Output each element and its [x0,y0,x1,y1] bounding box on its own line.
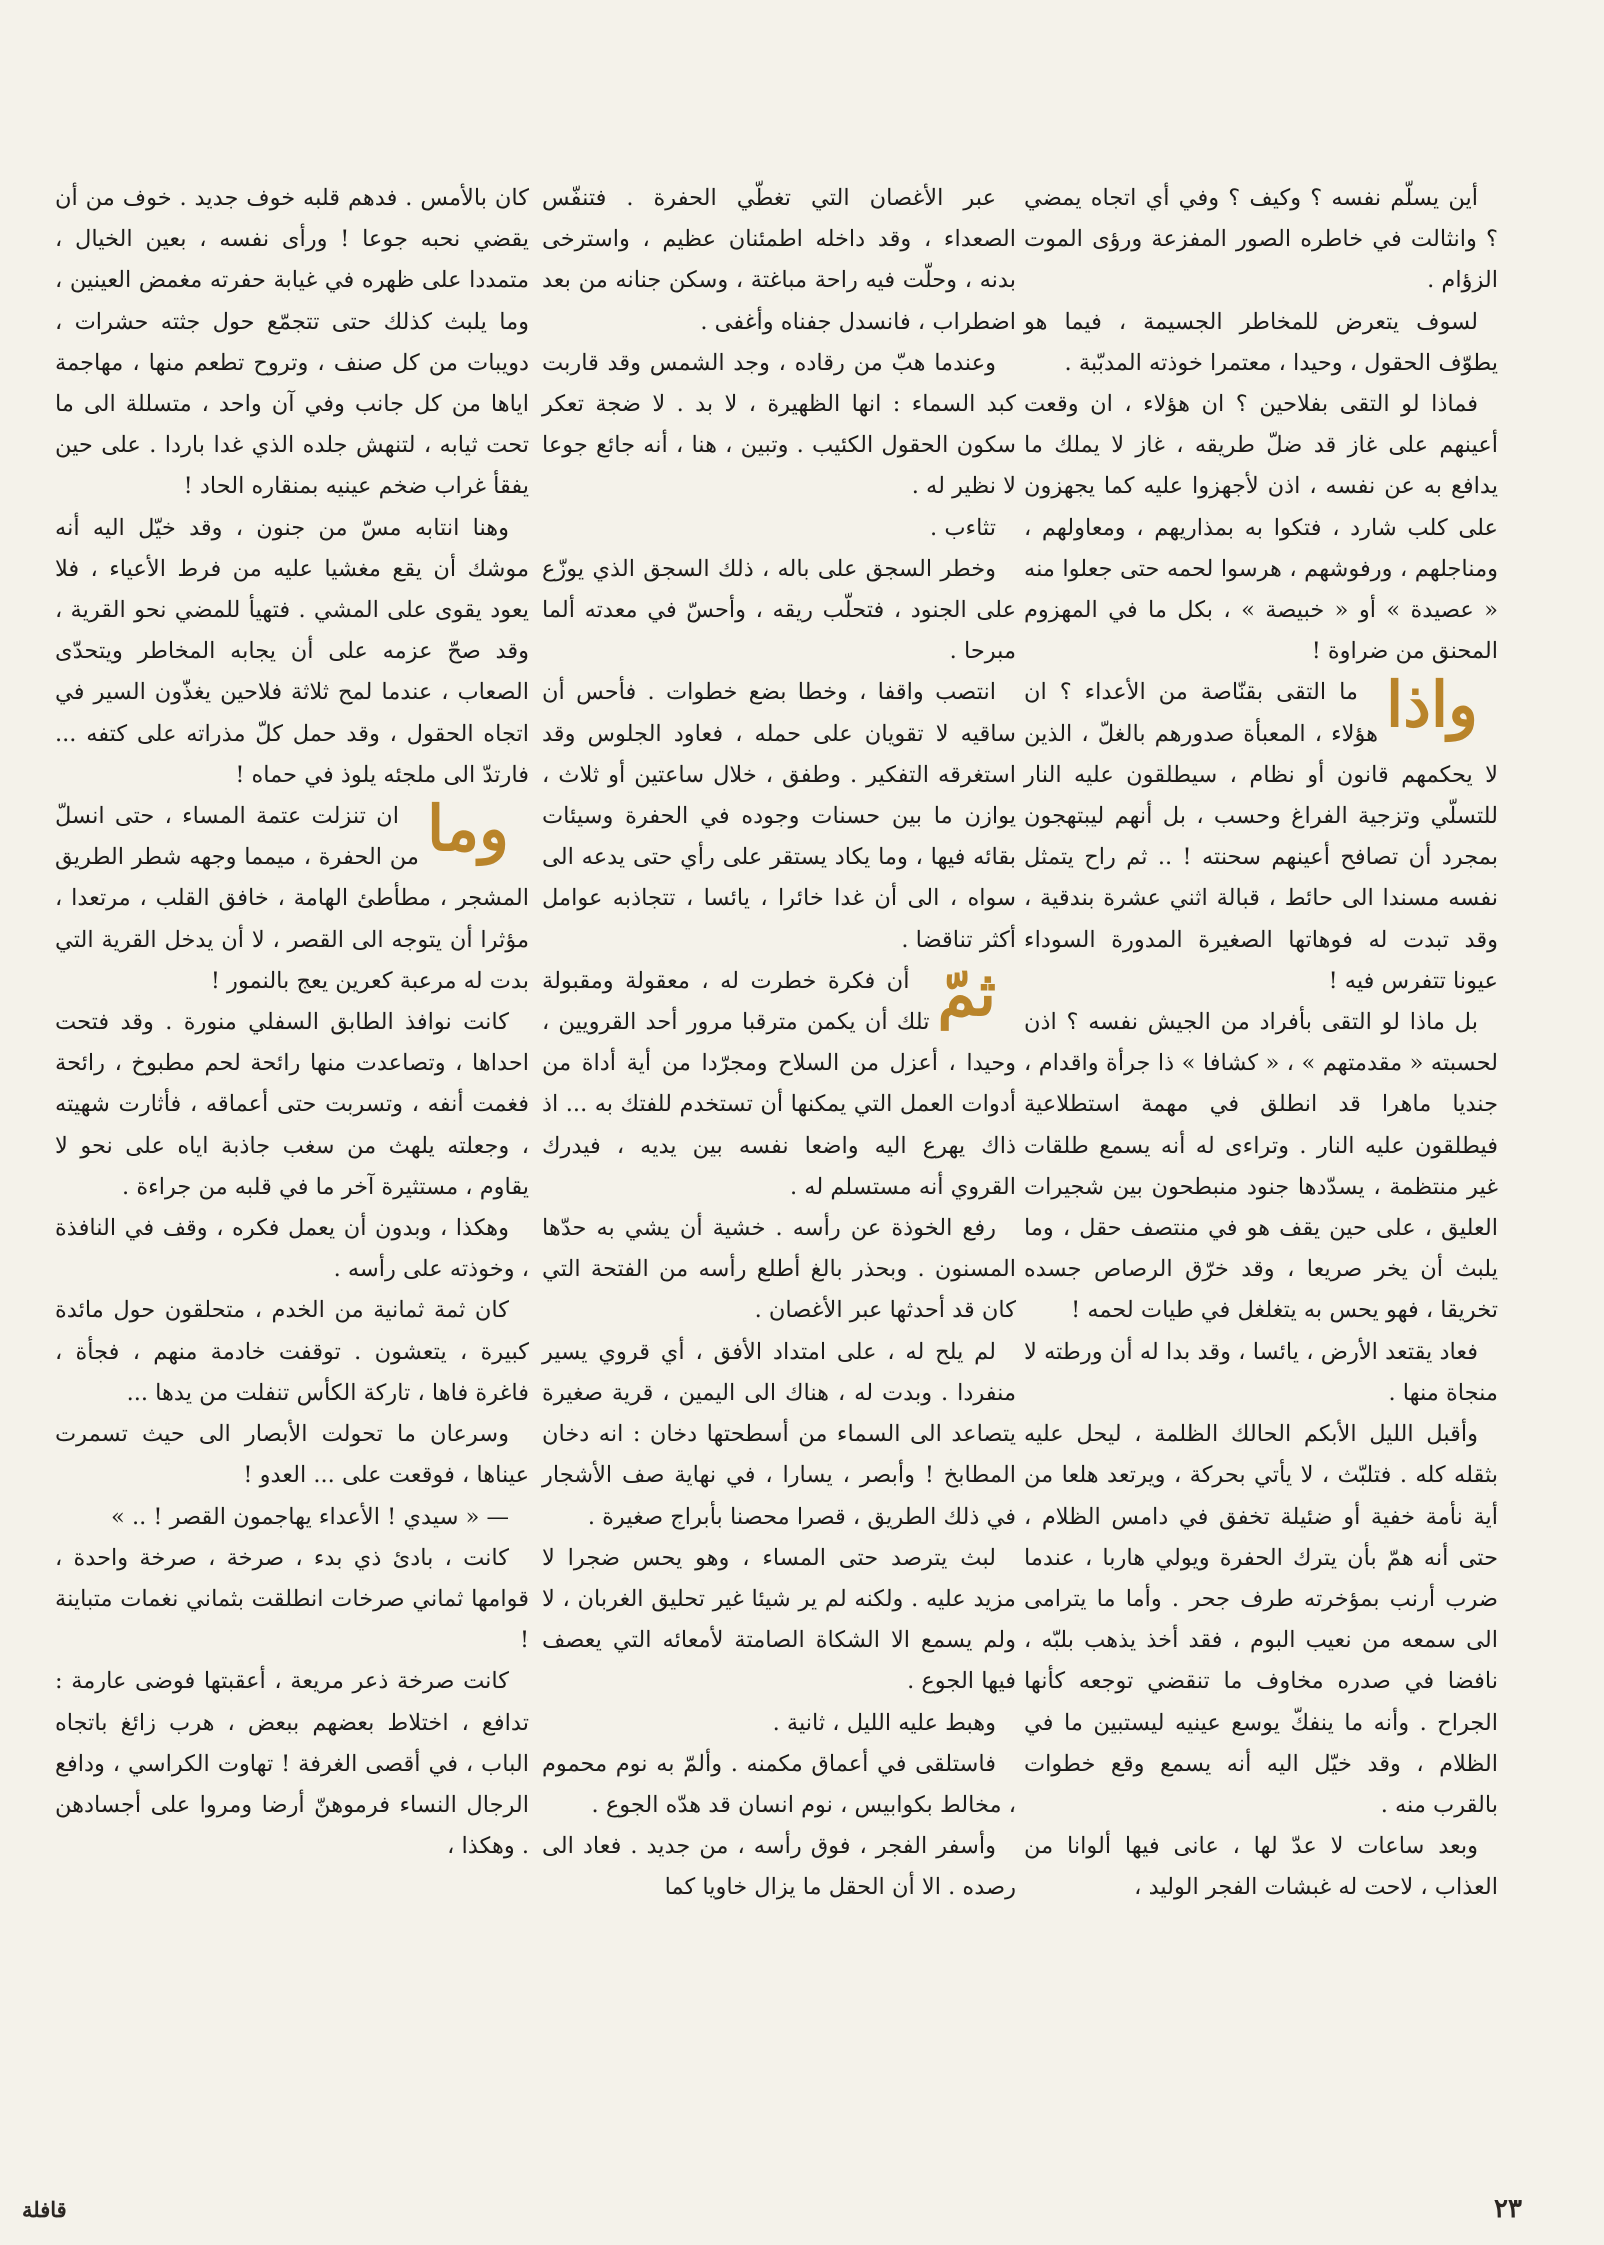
paragraph-text: فعاد يقتعد الأرض ، يائسا ، وقد بدا له أن ورطته لا منجاة منها . [1024,1338,1498,1406]
paragraph [55,508,529,796]
paragraph-text: ان تنزلت عتمة المساء ، حتى انسلّ من الحفرة ، ميمما وجهه شطر الطريق المشجر ، مطأطئ الهامة ، خافق القلب ، مرتعدا ، مؤثرا أن يتوجه الى القصر ، لا أن يدخل القرية التي بدت له مرعبة كعرين يعج بالنمور ! [55,803,529,994]
paragraph [55,1414,529,1496]
paragraph-text: أن فكرة خطرت له ، معقولة ومقبولة تلك أن يكمن مترقبا مرور أحد القرويين ، وحيدا ، أعزل من السلاح ومجرّدا من أية أداة من أدوات العمل التي يمكنها أن تستخدم للفتك به ... اذ ذاك يهرع اليه واضعا نفسه بين يديه ، فيدرك القروي أنه مستسلم له . [542,967,1016,1200]
paragraph [542,1703,1016,1744]
paragraph [542,1826,1016,1908]
paragraph [542,1332,1016,1538]
paragraph-text: كان بالأمس . فدهم قلبه خوف جديد . خوف من أن يقضي نحبه جوعا ! ورأى نفسه ، بعين الخيال ، متمددا على ظهره في غيابة حفرته مغمض العينين ، وما يلبث كذلك حتى تتجمّع حول جثته حشرات ، دويبات من كل صنف ، وتروح تطعم منها ، مهاجمة اياها من كل جانب وفي آن واحد ، متسللة الى ما تحت ثيابه ، لتنهش جلده الذي غدا باردا . على حين يفقأ غراب ضخم عينيه بمنقاره الحاد ! [55,185,529,500]
paragraph-text: — « سيدي ! الأعداء يهاجمون القصر ! .. » [111,1503,509,1530]
paragraph-text: كانت ، بادئ ذي بدء ، صرخة ، صرخة واحدة ، قوامها ثماني صرخات انطلقت بثماني نغمات متباينة ! [55,1544,529,1654]
paragraph-text: فماذا لو التقى بفلاحين ؟ ان هؤلاء ، ان وقعت أعينهم على غاز قد ضلّ طريقه ، غاز لا يملك ما يدافع به عن نفسه ، اذن لأجهزوا عليه كما يجهزون على كلب شارد ، فتكوا به بمذاريهم ، ومعاولهم ، ومناجلهم ، ورفوشهم ، هرسوا لحمه حتى جعلوا منه « عصيدة » أو « خبيصة » ، بكل ما في المهزوم المحنق من ضراوة ! [1024,391,1498,665]
paragraph-text: وهكذا ، وبدون أن يعمل فكره ، وقف في النافذة ، وخوذته على رأسه . [55,1215,529,1283]
paragraph-text: كانت نوافذ الطابق السفلي منورة . وقد فتحت احداها ، وتصاعدت منها رائحة لحم مطبوخ ، رائحة فغمت أنفه ، وتسربت حتى أعماقه ، فأثارت شهيته ، وجعلته يلهث من سغب جاذبة اياه على نحو لا يقاوم ، مستثيرة آخر ما في قلبه من جراءة . [55,1009,529,1200]
paragraph [542,343,1016,508]
paragraph-text: تثاءب . [930,514,996,541]
paragraph-text: وأقبل الليل الأبكم الحالك الظلمة ، ليحل عليه بثقله كله . فتلبّث ، لا يأتي بحركة ، ويرتعد هلعا من أية نأمة خفية أو ضئيلة تخفق في دامس الظلام ، حتى أنه همّ بأن يترك الحفرة ويولي هاربا ، عندما ضرب أرنب بمؤخرته طرف جحر . وأما ما يترامى الى سمعه من نعيب البوم ، فقد أخذ يذهب بلبّه ، نافضا في صدره مخاوف ما تنقضي توجعه كأنها الجراح . وأنه ما ينفكّ يوسع عينيه ليستبين ما في الظلام ، وقد خيّل اليه أنه يسمع وقع خطوات بالقرب منه . [1024,1421,1498,1818]
paragraph-text: انتصب واقفا ، وخطا بضع خطوات . فأحس أن ساقيه لا تقويان على حمله ، فعاود الجلوس وقد استغرقه التفكير . وطفق ، خلال ساعتين أو ثلاث ، يوازن ما بين حسنات وجوده في الحفرة وسيئات بقائه فيها ، وما يكاد يستقر على رأي حتى يدعه الى سواه ، الى أن غدا خائرا ، يائسا ، تتجاذبه عوامل أكثر تناقضا . [542,679,1016,953]
magazine-name: قافلة [22,2197,67,2222]
article-column-middle [542,178,1016,1909]
paragraph-text: وهبط عليه الليل ، ثانية . [772,1709,996,1736]
paragraph [55,1497,529,1538]
paragraph [55,1208,529,1290]
paragraph [1024,668,1498,1002]
paragraph [542,672,1016,960]
drop-cap: وما [426,792,509,866]
paragraph-text: وخطر السجق على باله ، ذلك السجق الذي يوزّع على الجنود ، فتحلّب ريقه ، وأحسّ في معدته ألما مبرحا . [542,555,1016,665]
paragraph [542,178,1016,343]
paragraph [542,1208,1016,1332]
paragraph-text: وبعد ساعات لا عدّ لها ، عانى فيها ألوانا من العذاب ، لاحت له غبشات الفجر الوليد ، [1024,1833,1498,1901]
paragraph-text: كان ثمة ثمانية من الخدم ، متحلقون حول مائدة كبيرة ، يتعشون . توقفت خادمة منهم ، فجأة ، فاغرة فاها ، تاركة الكأس تنفلت من يدها ... [55,1297,529,1406]
paragraph [55,178,529,508]
paragraph-text: لم يلح له ، على امتداد الأفق ، أي قروي يسير منفردا . وبدت له ، هناك الى اليمين ، قرية صغيرة يتصاعد الى السماء من أسطحتها دخان : انه دخان المطابخ ! وأبصر ، يسارا ، في نهاية صف الأشجار في ذلك الطريق ، قصرا محصنا بأبراج صغيرة . [542,1338,1016,1530]
article-column-right [1024,178,1498,1909]
paragraph-text: فاستلقى في أعماق مكمنه . وألمّ به نوم محموم ، مخالط بكوابيس ، نوم انسان قد هدّه الجوع . [542,1750,1016,1818]
paragraph [1024,302,1498,384]
paragraph-text: وأسفر الفجر ، فوق رأسه ، من جديد . فعاد الى رصده . الا أن الحقل ما يزال خاويا كما [542,1833,1016,1901]
paragraph [55,792,529,1002]
paragraph [542,1538,1016,1703]
paragraph [1024,178,1498,302]
paragraph-text: وهنا انتابه مسّ من جنون ، وقد خيّل اليه أنه موشك أن يقع مغشيا عليه من فرط الأعياء ، فلا يعود يقوى على المشي . فتهيأ للمضي نحو القرية ، وقد صحّ عزمه على أن يجابه المخاطر ويتحدّى الصعاب ، عندما لمح ثلاثة فلاحين يغذّون السير في اتجاه الحقول ، وقد حمل كلّ مذراته على كتفه ... فارتدّ الى ملجئه يلوذ في حماه ! [55,514,529,788]
paragraph-text: رفع الخوذة عن رأسه . خشية أن يشي به حدّها المسنون . وبحذر بالغ أطلع رأسه من الفتحة التي كان قد أحدثها عبر الأغصان . [542,1215,1016,1324]
paragraph [1024,1332,1498,1414]
paragraph [1024,1414,1498,1826]
drop-cap: ثمّ [937,956,996,1030]
paragraph-text: أين يسلّم نفسه ؟ وكيف ؟ وفي أي اتجاه يمضي ؟ وانثالت في خاطره الصور المفزعة ورؤى الموت الزؤام . [1024,185,1498,294]
paragraph [1024,1826,1498,1908]
paragraph-text: لسوف يتعرض للمخاطر الجسيمة ، فيما هو يطوّف الحقول ، وحيدا ، معتمرا خوذته المدبّبة . [1024,308,1498,376]
article-column-left [55,178,529,1867]
paragraph [542,549,1016,673]
page-number: ٢٣ [1494,2194,1522,2224]
paragraph [542,956,1016,1208]
paragraph-text: وعندما هبّ من رقاده ، وجد الشمس وقد قاربت كبد السماء : انها الظهيرة ، لا بد . لا ضجة تعكر سكون الحقول الكئيب . وتبين ، هنا ، أنه جائع جوعا لا نظير له . [542,349,1016,500]
paragraph-text: لبث يترصد حتى المساء ، وهو يحس ضجرا لا مزيد عليه . ولكنه لم ير شيئا غير تحليق الغربان ، لا ولم يسمع الا الشكاة الصامتة لأمعائه التي يعصف فيها الجوع . [542,1544,1016,1695]
paragraph [1024,1002,1498,1332]
paragraph [55,1538,529,1662]
paragraph-text: ما التقى بقنّاصة من الأعداء ؟ ان هؤلاء ، المعبأة صدورهم بالغلّ ، الذين لا يحكمهم قانون أو نظام ، سيطلقون عليه النار للتسلّي وتزجية الفراغ وحسب ، بل أنهم ليبتهجون بمجرد أن تصافح أعينهم سحنته ! .. ثم راح يتمثل نفسه مسندا الى حائط ، قبالة اثني عشرة بندقية ، وقد تبدت له فوهاتها الصغيرة المدورة السوداء عيونا تتفرس فيه ! [1024,679,1498,994]
paragraph [55,1290,529,1414]
paragraph [542,508,1016,549]
paragraph [542,1744,1016,1826]
paragraph-text: كانت صرخة ذعر مريعة ، أعقبتها فوضى عارمة : تدافع ، اختلاط بعضهم ببعض ، هرب زائغ باتجاه الباب ، في أقصى الغرفة ! تهاوت الكراسي ، ودافع الرجال النساء فرموهنّ أرضا ومروا على أجسادهن . وهكذا ، [55,1668,529,1860]
paragraph-text: وسرعان ما تحولت الأبصار الى حيث تسمرت عيناها ، فوقعت على ... العدو ! [55,1421,529,1489]
paragraph [55,1002,529,1208]
paragraph-text: عبر الأغصان التي تغطّي الحفرة . فتنفّس الصعداء ، وقد داخله اطمئنان عظيم ، واسترخى بدنه ، وحلّت فيه راحة مباغتة ، وسكن جنانه من بعد اضطراب ، فانسدل جفناه وأغفى . [542,185,1016,335]
drop-cap: واذا [1385,668,1478,742]
paragraph [55,1661,529,1867]
paragraph [1024,384,1498,672]
paragraph-text: بل ماذا لو التقى بأفراد من الجيش نفسه ؟ اذن لحسبته « مقدمتهم » ، « كشافا » ذا جرأة واقدام ، جنديا ماهرا قد انطلق في مهمة استطلاعية فيطلقون عليه النار . وتراءى له أنه يسمع طلقات غير منتظمة ، يسدّدها جنود منبطحون بين شجيرات العليق ، على حين يقف هو في منتصف حقل ، وما يلبث أن يخر صريعا ، وقد خرّق الرصاص جسده تخريقا ، فهو يحس به يتغلغل في طيات لحمه ! [1024,1009,1498,1324]
